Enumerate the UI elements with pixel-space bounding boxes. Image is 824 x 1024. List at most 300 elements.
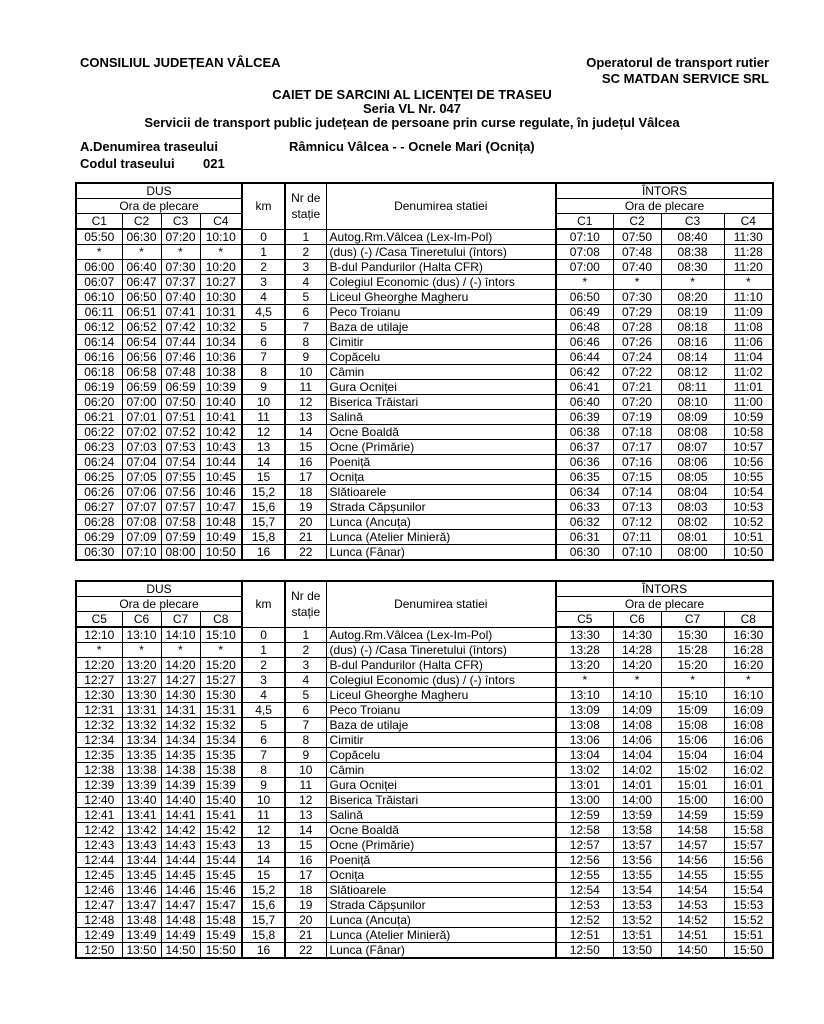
intors-time-cell: 15:09 bbox=[661, 703, 724, 718]
intors-time-cell: 16:06 bbox=[724, 733, 773, 748]
station-number-cell: 20 bbox=[285, 515, 326, 530]
intors-time-cell: 13:58 bbox=[613, 823, 661, 838]
dus-time-cell: * bbox=[161, 643, 200, 658]
station-number-cell: 5 bbox=[285, 688, 326, 703]
timetable-2 bbox=[75, 580, 774, 959]
dus-time-cell: * bbox=[122, 643, 161, 658]
intors-time-cell: 10:56 bbox=[724, 455, 773, 470]
table-row bbox=[76, 440, 773, 455]
intors-time-cell: 12:52 bbox=[556, 913, 613, 928]
dus-time-cell: 07:53 bbox=[161, 440, 200, 455]
dus-time-cell: 14:50 bbox=[161, 943, 200, 959]
intors-time-cell: 07:14 bbox=[613, 485, 661, 500]
intors-time-cell: 14:52 bbox=[661, 913, 724, 928]
km-cell: 7 bbox=[242, 748, 285, 763]
dus-course-header: C2 bbox=[122, 214, 161, 230]
intors-time-cell: 06:44 bbox=[556, 350, 613, 365]
intors-time-cell: 06:31 bbox=[556, 530, 613, 545]
intors-time-cell: 13:01 bbox=[556, 778, 613, 793]
intors-time-cell: 10:53 bbox=[724, 500, 773, 515]
dus-time-cell: 06:10 bbox=[76, 290, 122, 305]
intors-time-cell: 07:28 bbox=[613, 320, 661, 335]
km-cell: 2 bbox=[242, 658, 285, 673]
intors-time-cell: 15:00 bbox=[661, 793, 724, 808]
intors-time-cell: 14:08 bbox=[613, 718, 661, 733]
intors-time-cell: 07:00 bbox=[556, 260, 613, 275]
km-cell: 12 bbox=[242, 823, 285, 838]
station-name-cell: Copăcelu bbox=[326, 350, 556, 365]
station-number-cell: 19 bbox=[285, 898, 326, 913]
table-row bbox=[76, 455, 773, 470]
dus-time-cell: 13:41 bbox=[122, 808, 161, 823]
route-label: A.Denumirea traseului bbox=[80, 139, 218, 154]
intors-time-cell: 06:34 bbox=[556, 485, 613, 500]
dus-time-cell: * bbox=[200, 245, 242, 260]
intors-time-cell: 12:53 bbox=[556, 898, 613, 913]
table-row bbox=[76, 545, 773, 561]
station-name-cell: Slătioarele bbox=[326, 883, 556, 898]
dus-time-cell: * bbox=[76, 245, 122, 260]
intors-time-cell: 14:55 bbox=[661, 868, 724, 883]
station-name-cell: Liceul Gheorghe Magheru bbox=[326, 290, 556, 305]
dus-time-cell: 06:59 bbox=[161, 380, 200, 395]
km-cell: 5 bbox=[242, 718, 285, 733]
intors-time-cell: 06:42 bbox=[556, 365, 613, 380]
dus-time-cell: 06:58 bbox=[122, 365, 161, 380]
dus-time-cell: 13:48 bbox=[122, 913, 161, 928]
intors-time-cell: 08:06 bbox=[661, 455, 724, 470]
intors-time-cell: 15:51 bbox=[724, 928, 773, 943]
dus-time-cell: 12:34 bbox=[76, 733, 122, 748]
intors-departure-header: Ora de plecare bbox=[556, 199, 773, 214]
station-name-cell: Poeniță bbox=[326, 853, 556, 868]
dus-time-cell: 10:44 bbox=[200, 455, 242, 470]
km-cell: 4 bbox=[242, 688, 285, 703]
dus-time-cell: 06:19 bbox=[76, 380, 122, 395]
intors-time-cell: 06:36 bbox=[556, 455, 613, 470]
intors-time-cell: 16:00 bbox=[724, 793, 773, 808]
station-name-cell: Peco Troianu bbox=[326, 305, 556, 320]
dus-time-cell: 07:10 bbox=[122, 545, 161, 561]
intors-time-cell: 07:18 bbox=[613, 425, 661, 440]
table-row bbox=[76, 245, 773, 260]
intors-time-cell: 14:58 bbox=[661, 823, 724, 838]
intors-time-cell: 06:41 bbox=[556, 380, 613, 395]
km-cell: 4,5 bbox=[242, 703, 285, 718]
station-number-cell: 12 bbox=[285, 793, 326, 808]
intors-time-cell: 06:33 bbox=[556, 500, 613, 515]
dus-time-cell: 15:34 bbox=[200, 733, 242, 748]
station-name-cell: Poeniță bbox=[326, 455, 556, 470]
table-row bbox=[76, 229, 773, 245]
intors-time-cell: 10:59 bbox=[724, 410, 773, 425]
dus-time-cell: 15:45 bbox=[200, 868, 242, 883]
dus-time-cell: 14:40 bbox=[161, 793, 200, 808]
table-row bbox=[76, 703, 773, 718]
intors-time-cell: 15:53 bbox=[724, 898, 773, 913]
intors-time-cell: 13:54 bbox=[613, 883, 661, 898]
dus-time-cell: 12:50 bbox=[76, 943, 122, 959]
dus-time-cell: 14:10 bbox=[161, 627, 200, 643]
intors-time-cell: 06:30 bbox=[556, 545, 613, 561]
dus-time-cell: 14:20 bbox=[161, 658, 200, 673]
intors-time-cell: 08:03 bbox=[661, 500, 724, 515]
dus-time-cell: 15:39 bbox=[200, 778, 242, 793]
dus-time-cell: 10:49 bbox=[200, 530, 242, 545]
station-name-header: Denumirea statiei bbox=[326, 183, 556, 229]
dus-time-cell: 14:47 bbox=[161, 898, 200, 913]
intors-time-cell: 08:09 bbox=[661, 410, 724, 425]
km-cell: 15,2 bbox=[242, 883, 285, 898]
dus-time-cell: 15:30 bbox=[200, 688, 242, 703]
station-number-cell: 8 bbox=[285, 733, 326, 748]
intors-time-cell: 12:58 bbox=[556, 823, 613, 838]
intors-time-cell: 14:54 bbox=[661, 883, 724, 898]
dus-time-cell: 07:40 bbox=[161, 290, 200, 305]
km-cell: 0 bbox=[242, 229, 285, 245]
dus-time-cell: 15:10 bbox=[200, 627, 242, 643]
intors-time-cell: * bbox=[556, 673, 613, 688]
table-row bbox=[76, 320, 773, 335]
intors-time-cell: 16:01 bbox=[724, 778, 773, 793]
dus-time-cell: 06:26 bbox=[76, 485, 122, 500]
station-name-cell: Gura Ocniței bbox=[326, 778, 556, 793]
intors-departure-header: Ora de plecare bbox=[556, 597, 773, 612]
km-cell: 11 bbox=[242, 808, 285, 823]
intors-time-cell: * bbox=[724, 673, 773, 688]
dus-time-cell: 15:48 bbox=[200, 913, 242, 928]
km-cell: 2 bbox=[242, 260, 285, 275]
dus-time-cell: 07:30 bbox=[161, 260, 200, 275]
dus-time-cell: 13:50 bbox=[122, 943, 161, 959]
intors-time-cell: 10:54 bbox=[724, 485, 773, 500]
intors-time-cell: 15:28 bbox=[661, 643, 724, 658]
dus-course-header: C4 bbox=[200, 214, 242, 230]
dus-time-cell: 14:41 bbox=[161, 808, 200, 823]
intors-time-cell: 07:20 bbox=[613, 395, 661, 410]
dus-time-cell: 07:58 bbox=[161, 515, 200, 530]
station-name-header: Denumirea statiei bbox=[326, 581, 556, 627]
dus-time-cell: 14:44 bbox=[161, 853, 200, 868]
dus-time-cell: 10:27 bbox=[200, 275, 242, 290]
station-name-cell: B-dul Pandurilor (Halta CFR) bbox=[326, 658, 556, 673]
document-title: CAIET DE SARCINI AL LICENȚEI DE TRASEU bbox=[272, 87, 552, 102]
intors-time-cell: 07:21 bbox=[613, 380, 661, 395]
series-number: Seria VL Nr. 047 bbox=[362, 101, 462, 116]
dus-time-cell: 10:31 bbox=[200, 305, 242, 320]
intors-time-cell: 08:16 bbox=[661, 335, 724, 350]
dus-time-cell: 13:30 bbox=[122, 688, 161, 703]
dus-time-cell: 14:34 bbox=[161, 733, 200, 748]
intors-time-cell: 15:06 bbox=[661, 733, 724, 748]
dus-time-cell: 12:20 bbox=[76, 658, 122, 673]
station-number-cell: 16 bbox=[285, 455, 326, 470]
intors-time-cell: 13:55 bbox=[613, 868, 661, 883]
dus-time-cell: 12:40 bbox=[76, 793, 122, 808]
dus-time-cell: 15:35 bbox=[200, 748, 242, 763]
intors-time-cell: 08:01 bbox=[661, 530, 724, 545]
intors-time-cell: 14:59 bbox=[661, 808, 724, 823]
km-header: km bbox=[242, 581, 285, 627]
county-council: CONSILIUL JUDEȚEAN VÂLCEA bbox=[80, 55, 281, 70]
dus-time-cell: 06:11 bbox=[76, 305, 122, 320]
station-name-cell: Lunca (Ancuța) bbox=[326, 515, 556, 530]
km-cell: 15 bbox=[242, 868, 285, 883]
station-name-cell: Lunca (Fânar) bbox=[326, 943, 556, 959]
station-name-cell: Câmin bbox=[326, 365, 556, 380]
dus-time-cell: 14:30 bbox=[161, 688, 200, 703]
intors-time-cell: 10:50 bbox=[724, 545, 773, 561]
station-name-cell: Cimitir bbox=[326, 733, 556, 748]
dus-time-cell: 10:40 bbox=[200, 395, 242, 410]
dus-time-cell: 13:20 bbox=[122, 658, 161, 673]
station-name-cell: Ocne (Primărie) bbox=[326, 838, 556, 853]
intors-time-cell: 15:52 bbox=[724, 913, 773, 928]
intors-time-cell: 15:10 bbox=[661, 688, 724, 703]
dus-time-cell: 06:28 bbox=[76, 515, 122, 530]
dus-time-cell: 07:03 bbox=[122, 440, 161, 455]
station-name-cell: Colegiul Economic (dus) / (-) întors bbox=[326, 275, 556, 290]
intors-time-cell: 06:32 bbox=[556, 515, 613, 530]
station-name-cell: Ocnița bbox=[326, 470, 556, 485]
intors-time-cell: 15:04 bbox=[661, 748, 724, 763]
intors-time-cell: 14:02 bbox=[613, 763, 661, 778]
dus-time-cell: 10:32 bbox=[200, 320, 242, 335]
dus-time-cell: 06:47 bbox=[122, 275, 161, 290]
station-number-cell: 11 bbox=[285, 380, 326, 395]
dus-course-header: C5 bbox=[76, 612, 122, 628]
intors-time-cell: 08:04 bbox=[661, 485, 724, 500]
dus-time-cell: 13:10 bbox=[122, 627, 161, 643]
intors-time-cell: 07:08 bbox=[556, 245, 613, 260]
table-row bbox=[76, 688, 773, 703]
station-name-cell: Slătioarele bbox=[326, 485, 556, 500]
dus-time-cell: 07:04 bbox=[122, 455, 161, 470]
table-row bbox=[76, 530, 773, 545]
intors-time-cell: 07:22 bbox=[613, 365, 661, 380]
table-row bbox=[76, 658, 773, 673]
intors-course-header: C5 bbox=[556, 612, 613, 628]
dus-time-cell: 12:35 bbox=[76, 748, 122, 763]
station-name-cell: (dus) (-) /Casa Tineretului (întors) bbox=[326, 245, 556, 260]
dus-time-cell: 10:20 bbox=[200, 260, 242, 275]
intors-time-cell: 16:02 bbox=[724, 763, 773, 778]
dus-time-cell: 07:08 bbox=[122, 515, 161, 530]
dus-time-cell: 12:43 bbox=[76, 838, 122, 853]
table-row bbox=[76, 838, 773, 853]
intors-time-cell: 10:52 bbox=[724, 515, 773, 530]
intors-time-cell: 06:39 bbox=[556, 410, 613, 425]
intors-time-cell: 15:01 bbox=[661, 778, 724, 793]
table-row bbox=[76, 793, 773, 808]
station-number-header: Nr de stație bbox=[285, 183, 326, 229]
station-number-cell: 17 bbox=[285, 470, 326, 485]
dus-time-cell: 14:32 bbox=[161, 718, 200, 733]
dus-time-cell: 13:39 bbox=[122, 778, 161, 793]
station-number-cell: 20 bbox=[285, 913, 326, 928]
km-cell: 4 bbox=[242, 290, 285, 305]
intors-time-cell: 11:00 bbox=[724, 395, 773, 410]
dus-course-header: C7 bbox=[161, 612, 200, 628]
intors-time-cell: 08:14 bbox=[661, 350, 724, 365]
dus-time-cell: 12:30 bbox=[76, 688, 122, 703]
km-cell: 3 bbox=[242, 275, 285, 290]
header-row bbox=[76, 581, 773, 597]
route-code-label: Codul traseului bbox=[80, 156, 175, 171]
station-name-cell: Salină bbox=[326, 410, 556, 425]
dus-time-cell: 15:49 bbox=[200, 928, 242, 943]
intors-time-cell: 13:28 bbox=[556, 643, 613, 658]
dus-time-cell: 07:09 bbox=[122, 530, 161, 545]
table-row bbox=[76, 380, 773, 395]
intors-time-cell: 13:30 bbox=[556, 627, 613, 643]
station-number-cell: 21 bbox=[285, 928, 326, 943]
dus-time-cell: * bbox=[161, 245, 200, 260]
intors-time-cell: 11:04 bbox=[724, 350, 773, 365]
km-cell: 8 bbox=[242, 365, 285, 380]
km-cell: 10 bbox=[242, 395, 285, 410]
dus-time-cell: 12:48 bbox=[76, 913, 122, 928]
table-row bbox=[76, 853, 773, 868]
table-row bbox=[76, 425, 773, 440]
intors-time-cell: * bbox=[613, 673, 661, 688]
table-row bbox=[76, 943, 773, 959]
dus-time-cell: 13:42 bbox=[122, 823, 161, 838]
dus-departure-header: Ora de plecare bbox=[76, 597, 242, 612]
station-number-cell: 9 bbox=[285, 748, 326, 763]
intors-time-cell: 08:08 bbox=[661, 425, 724, 440]
dus-time-cell: 12:10 bbox=[76, 627, 122, 643]
station-name-cell: Liceul Gheorghe Magheru bbox=[326, 688, 556, 703]
dus-time-cell: 06:40 bbox=[122, 260, 161, 275]
dus-time-cell: 14:42 bbox=[161, 823, 200, 838]
km-cell: 8 bbox=[242, 763, 285, 778]
dus-time-cell: 13:45 bbox=[122, 868, 161, 883]
dus-time-cell: 07:57 bbox=[161, 500, 200, 515]
dus-time-cell: 15:47 bbox=[200, 898, 242, 913]
intors-time-cell: 14:09 bbox=[613, 703, 661, 718]
table-row bbox=[76, 778, 773, 793]
dus-time-cell: 07:50 bbox=[161, 395, 200, 410]
dus-course-header: C1 bbox=[76, 214, 122, 230]
station-number-cell: 7 bbox=[285, 718, 326, 733]
intors-time-cell: 10:58 bbox=[724, 425, 773, 440]
intors-time-cell: 08:07 bbox=[661, 440, 724, 455]
intors-time-cell: 14:01 bbox=[613, 778, 661, 793]
dus-time-cell: 13:35 bbox=[122, 748, 161, 763]
dus-time-cell: 15:32 bbox=[200, 718, 242, 733]
dus-time-cell: 07:55 bbox=[161, 470, 200, 485]
station-number-header: Nr de stație bbox=[285, 581, 326, 627]
station-number-cell: 12 bbox=[285, 395, 326, 410]
intors-time-cell: 11:28 bbox=[724, 245, 773, 260]
dus-time-cell: 10:41 bbox=[200, 410, 242, 425]
station-number-cell: 15 bbox=[285, 838, 326, 853]
dus-time-cell: * bbox=[200, 643, 242, 658]
dus-time-cell: 12:45 bbox=[76, 868, 122, 883]
dus-course-header: C8 bbox=[200, 612, 242, 628]
intors-time-cell: 07:16 bbox=[613, 455, 661, 470]
dus-time-cell: 12:38 bbox=[76, 763, 122, 778]
dus-time-cell: 14:45 bbox=[161, 868, 200, 883]
dus-time-cell: 15:20 bbox=[200, 658, 242, 673]
intors-time-cell: 12:51 bbox=[556, 928, 613, 943]
dus-time-cell: 15:43 bbox=[200, 838, 242, 853]
dus-time-cell: 10:47 bbox=[200, 500, 242, 515]
table-row bbox=[76, 868, 773, 883]
intors-time-cell: 11:09 bbox=[724, 305, 773, 320]
station-number-cell: 18 bbox=[285, 883, 326, 898]
intors-time-cell: 13:59 bbox=[613, 808, 661, 823]
dus-time-cell: 07:07 bbox=[122, 500, 161, 515]
intors-time-cell: 14:30 bbox=[613, 627, 661, 643]
dus-time-cell: 06:54 bbox=[122, 335, 161, 350]
document-subtitle: Servicii de transport public județean de persoane prin curse regulate, în județul Vâlcea bbox=[144, 115, 680, 130]
table-row bbox=[76, 808, 773, 823]
dus-time-cell: 07:20 bbox=[161, 229, 200, 245]
dus-time-cell: 14:38 bbox=[161, 763, 200, 778]
dus-time-cell: 10:43 bbox=[200, 440, 242, 455]
dus-time-cell: 06:07 bbox=[76, 275, 122, 290]
intors-time-cell: 08:38 bbox=[661, 245, 724, 260]
station-number-cell: 13 bbox=[285, 808, 326, 823]
intors-time-cell: 06:35 bbox=[556, 470, 613, 485]
route-code-value: 021 bbox=[203, 156, 225, 171]
dus-time-cell: 15:31 bbox=[200, 703, 242, 718]
station-number-cell: 13 bbox=[285, 410, 326, 425]
intors-time-cell: 07:17 bbox=[613, 440, 661, 455]
intors-time-cell: 14:56 bbox=[661, 853, 724, 868]
dus-time-cell: 06:22 bbox=[76, 425, 122, 440]
station-number-cell: 3 bbox=[285, 658, 326, 673]
intors-time-cell: 16:04 bbox=[724, 748, 773, 763]
intors-time-cell: 13:52 bbox=[613, 913, 661, 928]
station-number-cell: 10 bbox=[285, 763, 326, 778]
km-cell: 10 bbox=[242, 793, 285, 808]
intors-time-cell: 13:51 bbox=[613, 928, 661, 943]
station-number-cell: 2 bbox=[285, 245, 326, 260]
intors-time-cell: 13:20 bbox=[556, 658, 613, 673]
dus-time-cell: 07:52 bbox=[161, 425, 200, 440]
intors-time-cell: * bbox=[661, 275, 724, 290]
table-row bbox=[76, 275, 773, 290]
intors-time-cell: 12:55 bbox=[556, 868, 613, 883]
table-row bbox=[76, 748, 773, 763]
intors-time-cell: 06:40 bbox=[556, 395, 613, 410]
intors-time-cell: 15:55 bbox=[724, 868, 773, 883]
dus-time-cell: 15:50 bbox=[200, 943, 242, 959]
intors-time-cell: 07:24 bbox=[613, 350, 661, 365]
dus-time-cell: 15:44 bbox=[200, 853, 242, 868]
intors-course-header: C6 bbox=[613, 612, 661, 628]
intors-time-cell: 13:50 bbox=[613, 943, 661, 959]
dus-time-cell: 07:44 bbox=[161, 335, 200, 350]
km-cell: 15,2 bbox=[242, 485, 285, 500]
km-cell: 9 bbox=[242, 778, 285, 793]
table-row bbox=[76, 410, 773, 425]
intors-time-cell: 10:55 bbox=[724, 470, 773, 485]
station-number-cell: 22 bbox=[285, 943, 326, 959]
intors-time-cell: 15:08 bbox=[661, 718, 724, 733]
dus-time-cell: 06:24 bbox=[76, 455, 122, 470]
station-number-cell: 1 bbox=[285, 229, 326, 245]
intors-time-cell: 08:40 bbox=[661, 229, 724, 245]
intors-time-cell: * bbox=[613, 275, 661, 290]
dus-course-header: C6 bbox=[122, 612, 161, 628]
dus-time-cell: 12:31 bbox=[76, 703, 122, 718]
intors-course-header: C1 bbox=[556, 214, 613, 230]
intors-time-cell: 14:28 bbox=[613, 643, 661, 658]
